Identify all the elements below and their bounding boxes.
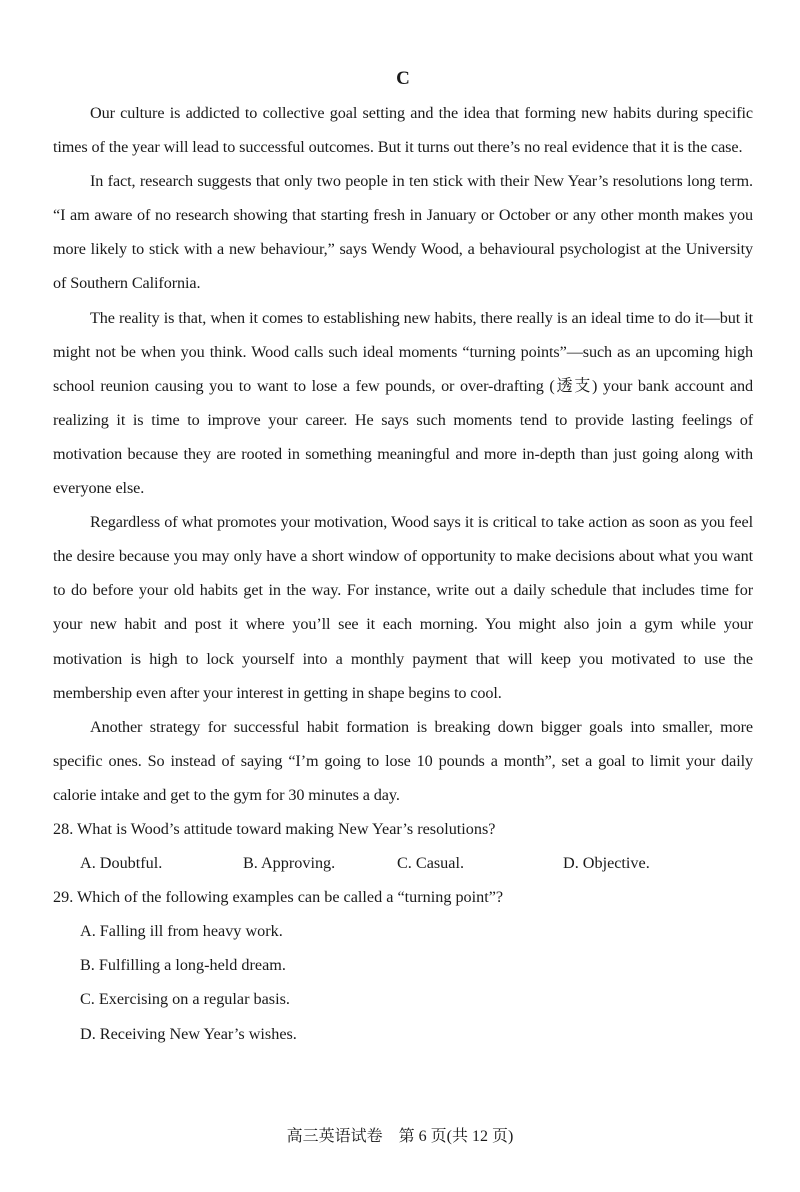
option-d: D. Objective. <box>563 854 650 873</box>
option-c: C. Exercising on a regular basis. <box>80 990 290 1009</box>
question-28 <box>53 812 753 880</box>
question-stem: 29. Which of the following examples can be called a “turning point”? <box>53 888 504 907</box>
page-footer: 高三英语试卷 第 6 页(共 12 页) <box>286 1128 514 1145</box>
reading-passage <box>53 96 753 812</box>
passage-paragraph-2: In fact, research suggests that only two people in ten stick with their New Year’s resolutions long term. “I am aware of no research showing that starting fresh in January or October or any other month makes you more likely to stick with a new behaviour,” says Wendy Wood, a behavioural psychologist at the University of Southern California. <box>53 172 753 293</box>
question-stem: 28. What is Wood’s attitude toward making New Year’s resolutions? <box>53 819 496 838</box>
option-b: B. Approving. <box>243 854 336 873</box>
question-29 <box>53 880 753 1050</box>
option-b: B. Fulfilling a long-held dream. <box>80 956 286 975</box>
section-heading: C <box>396 68 410 89</box>
passage-paragraph-5: Another strategy for successful habit formation is breaking down bigger goals into smaller, more specific ones. So instead of saying “I’m going to lose 10 pounds a month”, set a goal to limit your daily calorie intake and get to the gym for 30 minutes a day. <box>53 717 753 804</box>
option-a: A. Falling ill from heavy work. <box>80 922 283 941</box>
passage-paragraph-4: Regardless of what promotes your motivation, Wood says it is critical to take action as soon as you feel the desire because you may only have a short window of opportunity to make decisions about what you want to do before your old habits get in the way. For instance, write out a daily schedule that includes time for your new habit and post it where you’ll see it each morning. You might also join a gym while your motivation is high to lock yourself into a monthly payment that will keep you motivated to use the membership even after your interest in getting in shape begins to cool. <box>53 513 753 702</box>
exam-page <box>53 62 753 1051</box>
option-d: D. Receiving New Year’s wishes. <box>80 1024 297 1043</box>
option-c: C. Casual. <box>397 854 464 873</box>
passage-paragraph-1: Our culture is addicted to collective goal setting and the idea that forming new habits during specific times of the year will lead to successful outcomes. But it turns out there’s no real evidence that it is the case. <box>53 104 753 157</box>
answer-options <box>53 846 753 880</box>
option-a: A. Doubtful. <box>80 854 163 873</box>
passage-paragraph-3: The reality is that, when it comes to establishing new habits, there really is an ideal time to do it—but it might not be when you think. Wood calls such ideal moments “turning points”—such as an upcoming high school reunion causing you to want to lose a few pounds, or over-drafting (透支) your bank account and realizing it is time to improve your career. He says such moments tend to provide lasting feelings of motivation because they are rooted in something meaningful and more in-depth than just going along with everyone else. <box>53 308 753 498</box>
answer-options <box>53 914 753 1050</box>
